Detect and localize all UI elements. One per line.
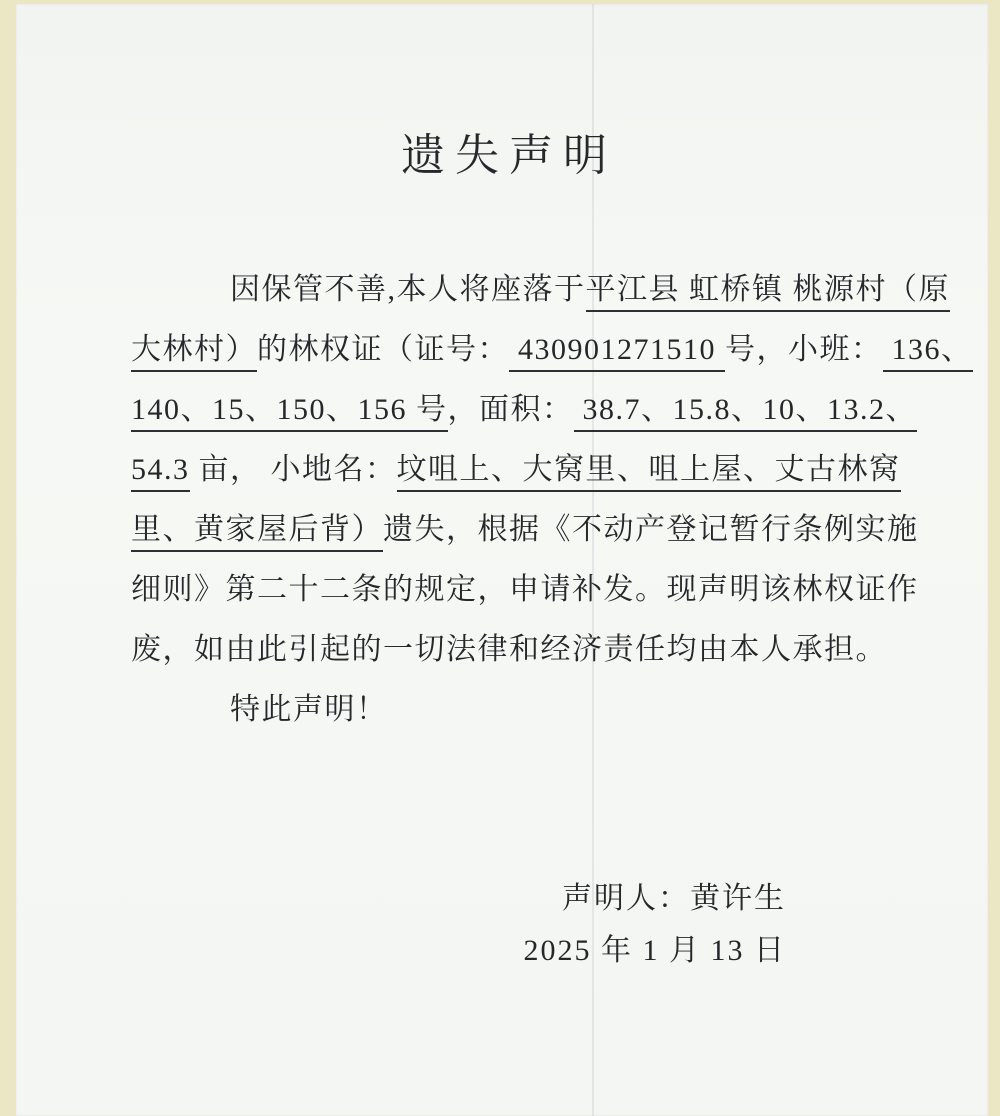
underlined-text-segment: 大林村） bbox=[131, 333, 257, 372]
underlined-text-segment: 54.3 bbox=[131, 453, 190, 492]
date-line: 2025 年 1 月 13 日 bbox=[523, 934, 786, 967]
signatory-name: 黄许生 bbox=[690, 882, 786, 915]
text-segment: 的林权证（证号： bbox=[257, 333, 509, 366]
body-line bbox=[131, 260, 988, 320]
text-segment: 号，小班： bbox=[725, 333, 883, 366]
body-line bbox=[131, 440, 988, 500]
body-line bbox=[131, 560, 988, 620]
signature-block bbox=[131, 873, 988, 977]
document-content bbox=[16, 4, 988, 1116]
text-segment: 细则》第二十二条的规定，申请补发。现声明该林权证作 bbox=[131, 573, 919, 606]
text-segment: 因保管不善,本人将座落于 bbox=[230, 273, 586, 306]
underlined-text-segment: 里、黄家屋后背） bbox=[131, 513, 383, 552]
body-line bbox=[131, 500, 988, 560]
body-line bbox=[131, 380, 988, 440]
underlined-text-segment: 430901271510 bbox=[509, 333, 725, 372]
text-segment: 亩， 小地名： bbox=[189, 453, 397, 486]
underlined-text-segment: 38.7、15.8、10、13.2、 bbox=[574, 393, 918, 432]
declaration-body bbox=[131, 260, 988, 740]
underlined-text-segment: 140、15、150、156 号 bbox=[131, 393, 448, 432]
signatory-line bbox=[131, 873, 786, 925]
text-segment: 特此声明！ bbox=[230, 693, 388, 726]
body-line bbox=[131, 620, 988, 680]
text-segment: 遗失，根据《不动产登记暂行条例实施 bbox=[383, 513, 919, 546]
signatory-label: 声明人： bbox=[562, 882, 690, 915]
text-segment: 废，如由此引起的一切法律和经济责任均由本人承担。 bbox=[131, 633, 887, 666]
document-page bbox=[16, 4, 988, 1116]
underlined-text-segment: 平江县 虹桥镇 桃源村（原 bbox=[586, 273, 951, 312]
body-line bbox=[131, 680, 988, 740]
document-title: 遗失声明 bbox=[401, 131, 617, 180]
text-segment: ，面积： bbox=[447, 393, 574, 426]
underlined-text-segment: 136、 bbox=[883, 333, 973, 372]
underlined-text-segment: 坟咀上、大窝里、咀上屋、丈古林窝 bbox=[397, 453, 901, 492]
body-line bbox=[131, 320, 988, 380]
